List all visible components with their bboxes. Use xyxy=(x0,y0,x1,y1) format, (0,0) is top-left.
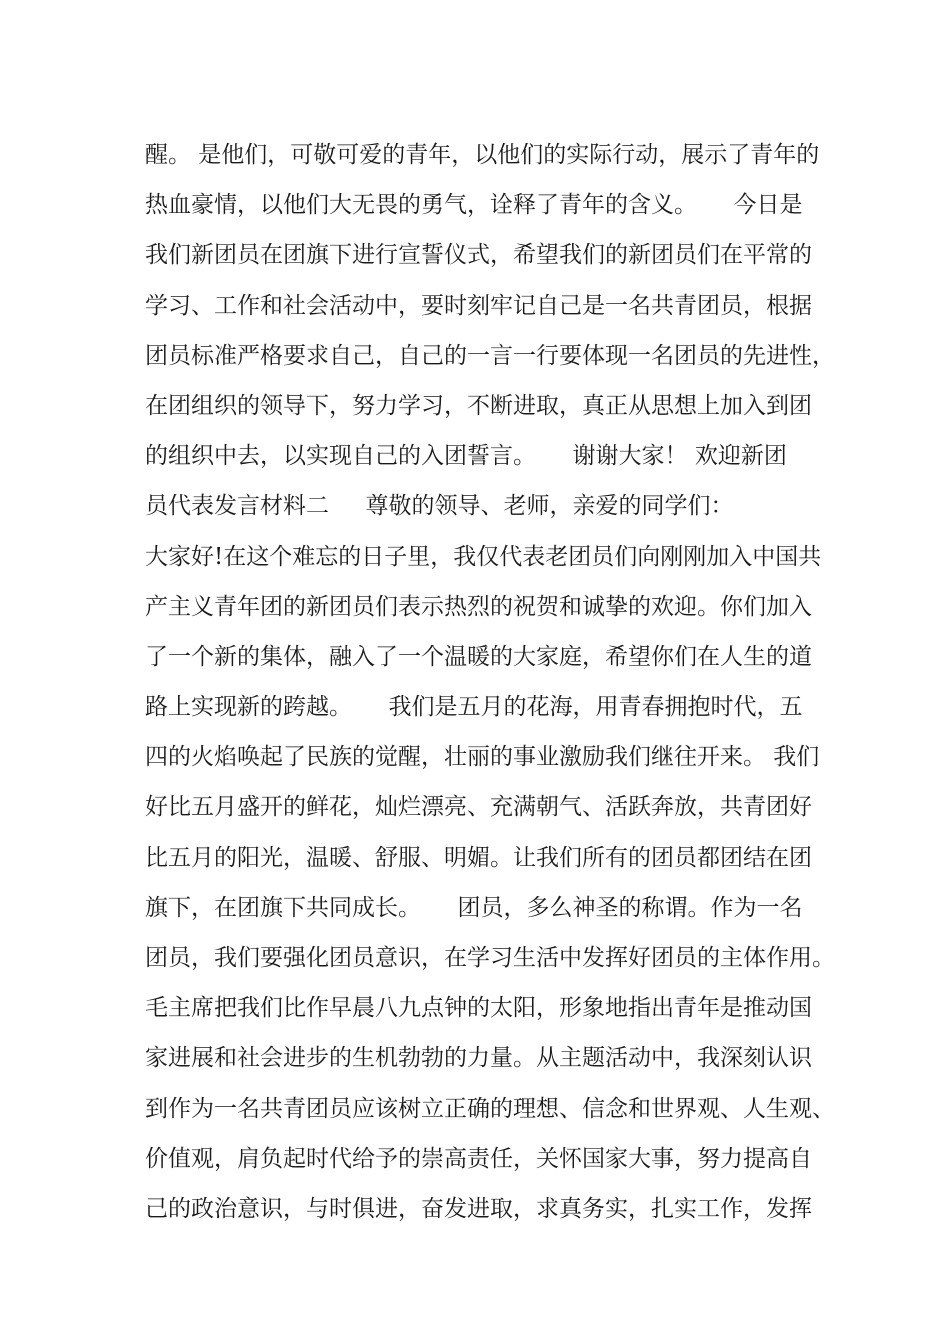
text-line: 毛主席把我们比作早晨八九点钟的太阳，形象地指出青年是推动国 xyxy=(145,995,812,1022)
text-line: 好比五月盛开的鲜花，灿烂漂亮、充满朝气、活跃奔放，共青团好 xyxy=(145,794,812,821)
text-line: 学习、工作和社会活动中，要时刻牢记自己是一名共青团员，根据 xyxy=(145,292,812,319)
text-line: 员代表发言材料二 尊敬的领导、老师，亲爱的同学们： xyxy=(145,493,734,520)
text-line: 团员，我们要强化团员意识，在学习生活中发挥好团员的主体作用。 xyxy=(145,945,835,971)
text-line: 比五月的阳光，温暖、舒服、明媚。让我们所有的团员都团结在团 xyxy=(145,844,812,871)
text-line: 价值观，肩负起时代给予的崇高责任，关怀国家大事，努力提高自 xyxy=(145,1145,812,1172)
text-line: 己的政治意识，与时俱进，奋发进取，求真务实，扎实工作，发挥 xyxy=(145,1195,812,1222)
text-line: 了一个新的集体，融入了一个温暖的大家庭，希望你们在人生的道 xyxy=(145,643,812,670)
text-line: 产主义青年团的新团员们表示热烈的祝贺和诚挚的欢迎。你们加入 xyxy=(145,593,812,620)
text-line: 醒。 是他们，可敬可爱的青年，以他们的实际行动，展示了青年的 xyxy=(145,142,820,168)
text-line: 四的火焰唤起了民族的觉醒，壮丽的事业激励我们继往开来。 我们 xyxy=(145,744,820,771)
text-line: 在团组织的领导下，努力学习，不断进取，真正从思想上加入到团 xyxy=(145,392,812,419)
text-line: 旗下，在团旗下共同成长。 团员，多么神圣的称谓。作为一名 xyxy=(145,894,803,921)
text-line: 我们新团员在团旗下进行宣誓仪式，希望我们的新团员们在平常的 xyxy=(145,242,812,269)
text-line: 到作为一名共青团员应该树立正确的理想、信念和世界观、人生观、 xyxy=(145,1095,835,1122)
text-line: 路上实现新的跨越。 我们是五月的花海，用青春拥抱时代，五 xyxy=(145,694,803,721)
text-line: 热血豪情，以他们大无畏的勇气，诠释了青年的含义。 今日是 xyxy=(145,192,803,219)
body-text xyxy=(145,130,835,1234)
text-line: 团员标准严格要求自己，自己的一言一行要体现一名团员的先进性， xyxy=(145,342,835,369)
text-line: 家进展和社会进步的生机勃勃的力量。从主题活动中，我深刻认识 xyxy=(145,1045,812,1072)
text-line: 的组织中去，以实现自己的入团誓言。 谢谢大家！ 欢迎新团 xyxy=(145,443,787,470)
text-line: 大家好!在这个难忘的日子里，我仅代表老团员们向刚刚加入中国共 xyxy=(145,543,822,570)
